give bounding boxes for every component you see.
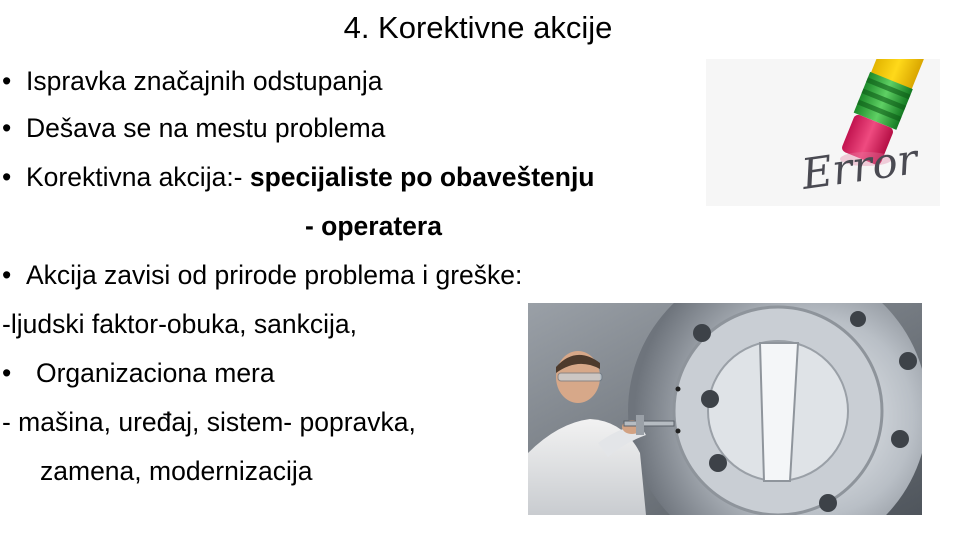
bullet-korektivna-akcija: • Korektivna akcija:- specijaliste po obaveštenju: [0, 160, 595, 194]
line-zamena: zamena, modernizacija: [40, 456, 313, 486]
bullet-ispravka: • Ispravka značajnih odstupanja: [0, 64, 383, 98]
pencil-icon: [706, 59, 940, 206]
pencil-error-image: [706, 59, 940, 206]
machinist-photo: [528, 303, 922, 515]
line-operatera: - operatera: [305, 211, 442, 241]
line-masina: - mašina, uređaj, sistem- popravka,: [2, 407, 416, 437]
error-text: Error: [798, 134, 921, 199]
bullet-organizaciona-mera: • Organizaciona mera: [0, 356, 275, 390]
machine-part-icon: [528, 303, 922, 515]
slide-title: 4. Korektivne akcije: [343, 10, 613, 45]
line-ljudski-faktor: -ljudski faktor-obuka, sankcija,: [2, 309, 357, 339]
bullet-desava: • Dešava se na mestu problema: [0, 111, 385, 145]
bullet-akcija-zavisi: • Akcija zavisi od prirode problema i greške:: [0, 258, 522, 292]
